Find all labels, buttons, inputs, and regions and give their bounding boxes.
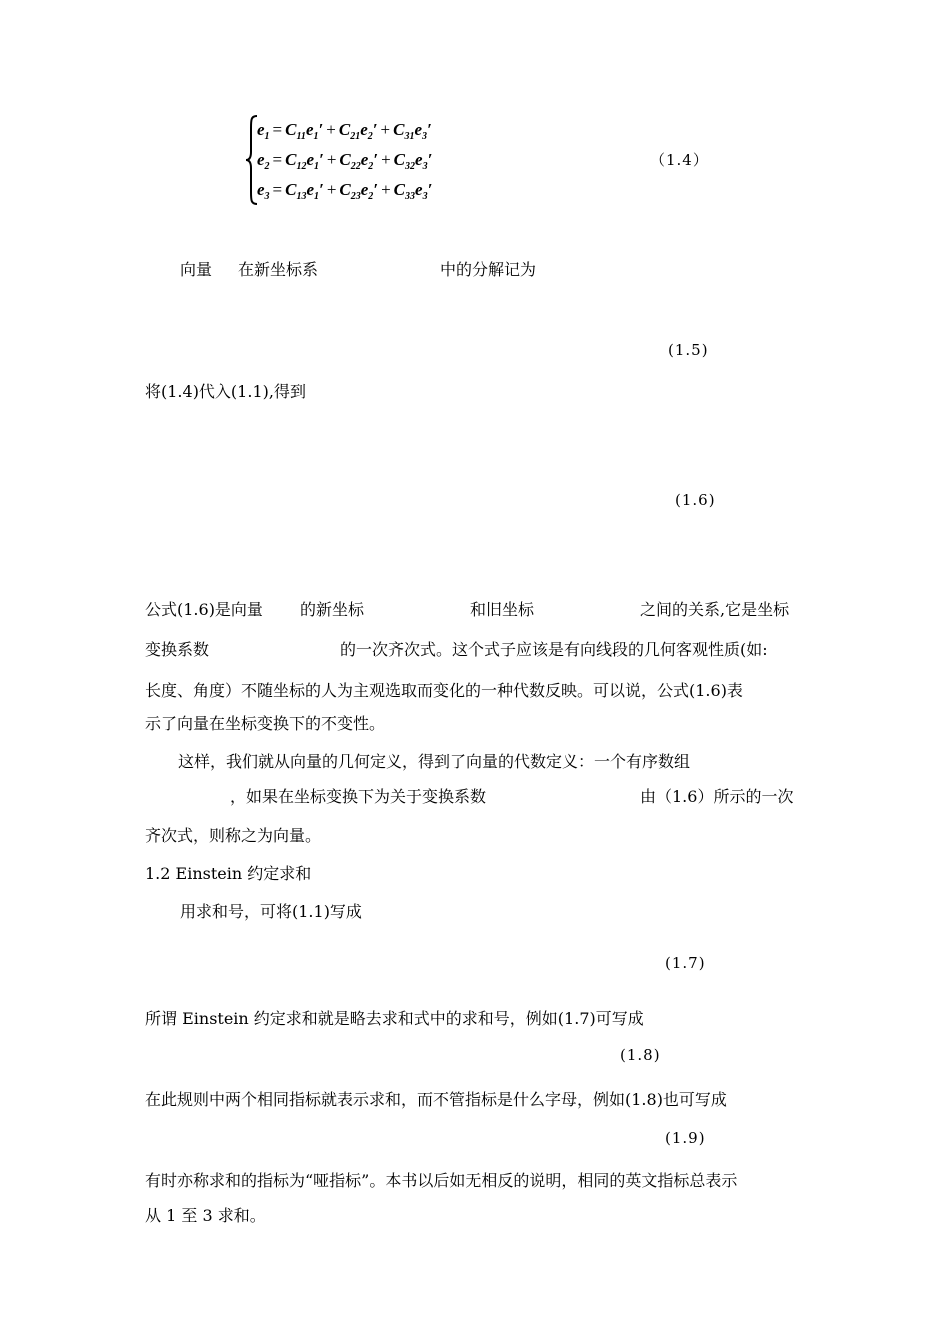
p4-line2-b: 由（1.6）所示的一次	[640, 787, 794, 806]
p7: 在此规则中两个相同指标就表示求和，而不管指标是什么字母，例如(1.8)也可写成	[145, 1090, 727, 1109]
text-new-coord-system: 在新坐标系	[238, 260, 319, 279]
p5: 用求和号，可将(1.1)写成	[180, 902, 362, 921]
p3-line4: 示了向量在坐标变换下的不变性。	[145, 714, 386, 733]
p3-line1-c: 和旧坐标	[470, 600, 535, 619]
text-substitute: 将(1.4)代入(1.1),得到	[145, 382, 306, 401]
section-heading: 1.2 Einstein 约定求和	[145, 864, 312, 883]
p3-line1-a: 公式(1.6)是向量	[145, 600, 263, 619]
p3-line3: 长度、角度）不随坐标的人为主观选取而变化的一种代数反映。可以说，公式(1.6)表	[145, 681, 743, 700]
equation-number-1-4: （1.4）	[650, 151, 709, 169]
p3-line2-a: 变换系数	[145, 640, 210, 659]
p3-line1-b: 的新坐标	[300, 600, 365, 619]
equation-number-1-9: (1.9)	[665, 1129, 706, 1147]
p4-line2-a: ，如果在坐标变换下为关于变换系数	[230, 787, 487, 806]
p6: 所谓 Einstein 约定求和就是略去求和式中的求和号，例如(1.7)可写成	[145, 1009, 644, 1028]
equation-number-1-8: (1.8)	[620, 1046, 661, 1064]
equation-number-1-5: (1.5)	[668, 341, 709, 359]
p3-line2-b: 的一次齐次式。这个式子应该是有向线段的几何客观性质(如:	[340, 640, 768, 659]
equation-number-1-7: (1.7)	[665, 954, 706, 972]
equation-system-1-4	[245, 114, 475, 206]
p3-line1-d: 之间的关系,它是坐标	[640, 600, 790, 619]
p8-line2: 从 1 至 3 求和。	[145, 1206, 266, 1225]
p4-line3: 齐次式，则称之为向量。	[145, 826, 322, 845]
p8-line1: 有时亦称求和的指标为“哑指标”。本书以后如无相反的说明，相同的英文指标总表示	[145, 1171, 738, 1190]
p4-line1: 这样，我们就从向量的几何定义，得到了向量的代数定义：一个有序数组	[178, 752, 691, 771]
equation-row-1: $e_1 = C_{11}e_1' + C_{21}e_2' + C_{31}e_3'$	[257, 120, 432, 142]
equation-number-1-6: (1.6)	[675, 491, 716, 509]
text-decomposition: 中的分解记为	[440, 260, 537, 279]
text-vector: 向量	[180, 260, 213, 279]
equation-row-2: $e_2 = C_{12}e_1' + C_{22}e_2' + C_{32}e_3'$	[257, 150, 433, 172]
equation-row-3: $e_3 = C_{13}e_1' + C_{23}e_2' + C_{33}e_3'$	[257, 180, 433, 202]
